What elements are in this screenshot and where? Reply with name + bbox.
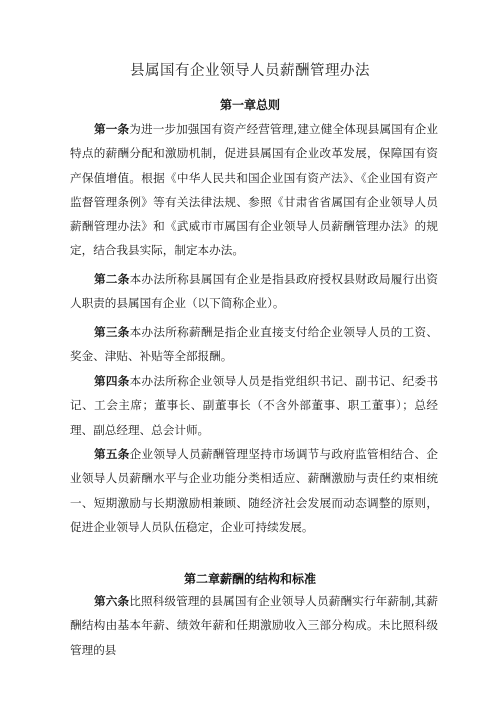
document-title: 县属国有企业领导人员薪酬管理办法	[130, 63, 370, 79]
article-text: 本办法所称薪酬是指企业直接支付给企业领导人员的工资、奖金、津贴、补贴等全部报酬。	[70, 325, 438, 364]
article-paragraph	[70, 267, 438, 316]
article-paragraph	[70, 369, 438, 442]
chapter-heading: 第一章总则	[219, 98, 280, 112]
article-text: 为进一步加强国有资产经营管理,建立健全体现县属国有企业特点的薪酬分配和激励机制，促进县属国有企业改革发展，保障国有资产保值增值。根据《中华人民共和国企业国有资产法》、《企业国有资产监督管理条例》等有关法律法规、参照《甘肃省省属国有企业领导人员薪酬管理办法》和《武威市市属国有企业领导人员薪酬管理办法》的规定，结合我县实际，制定本办法。	[70, 122, 438, 258]
article-paragraph	[70, 442, 438, 539]
article-text: 比照科级管理的县属国有企业领导人员薪酬实行年薪制,其薪酬结构由基本年薪、绩效年薪和任期激励收入三部分构成。未比照科级管理的县	[70, 594, 438, 657]
article-text: 本办法所称县属国有企业是指县政府授权县财政局履行出资人职责的县属国有企业（以下简称企业）。	[70, 272, 438, 311]
article-label: 第四条	[94, 374, 130, 388]
article-label: 第二条	[94, 272, 130, 286]
chapter-heading: 第二章薪酬的结构和标准	[183, 572, 316, 586]
article-paragraph	[70, 320, 438, 369]
article-label: 第五条	[94, 447, 130, 461]
article-label: 第一条	[94, 122, 130, 136]
article-text: 企业领导人员薪酬管理坚持市场调节与政府监管相结合、企业领导人员薪酬水平与企业功能分类相适应、薪酬激励与责任约束相统一、短期激励与长期激励相兼顾、随经济社会发展而动态调整的原则，促进企业领导人员队伍稳定，企业可持续发展。	[70, 447, 438, 534]
article-paragraph	[70, 589, 438, 662]
article-text: 本办法所称企业领导人员是指党组织书记、副书记、纪委书记、工会主席；董事长、副董事长（不含外部董事、职工董事）；总经理、副总经理、总会计师。	[70, 374, 438, 437]
article-label: 第三条	[94, 325, 130, 339]
article-label: 第六条	[94, 594, 130, 608]
article-paragraph	[70, 117, 438, 263]
